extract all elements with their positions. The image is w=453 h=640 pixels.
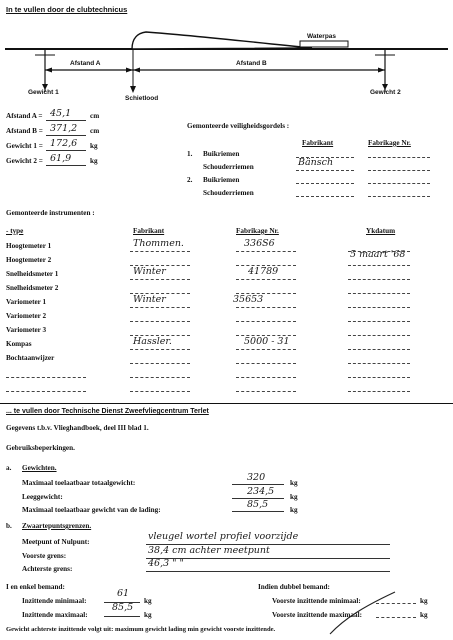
cg-label: Achterste grens: — [22, 565, 73, 573]
measure-label: Afstand B = — [6, 127, 43, 135]
afstand-a-label: Afstand A — [70, 60, 101, 67]
weight-unit: kg — [290, 479, 298, 487]
beperkingen-text: Gebruiksbeperkingen. — [6, 444, 75, 452]
afstand-b-label: Afstand B — [236, 60, 267, 67]
safety-row-num: 2. — [187, 176, 193, 184]
double-occupant-unit: kg — [420, 597, 428, 605]
gegevens-text: Gegevens t.b.v. Vlieghandboek, deel III blad 1. — [6, 424, 149, 432]
safety-row-label: Buikriemen — [203, 150, 240, 158]
instruments-col-fabrikant: Fabrikant — [133, 227, 165, 235]
occupant-unit: kg — [144, 597, 152, 605]
occupant-value: 85,5 — [112, 602, 134, 613]
single-title: I en enkel bemand: — [6, 583, 65, 591]
instrument-nr: 336S6 — [244, 238, 275, 249]
gewicht-2-label: Gewicht 2 — [370, 89, 401, 96]
occupant-unit: kg — [144, 611, 152, 619]
instrument-nr: 35653 — [233, 294, 264, 305]
safety-row-label: Buikriemen — [203, 176, 240, 184]
cg-label: Meetpunt of Nulpunt: — [22, 538, 90, 546]
instrument-label: Bochtaanwijzer — [6, 354, 55, 362]
instrument-fabrikant: Winter — [133, 294, 166, 305]
cg-label: Voorste grens: — [22, 552, 67, 560]
occupant-label: Inzittende minimaal: — [22, 597, 87, 605]
cg-value: 38,4 cm achter meetpunt — [148, 545, 270, 556]
measure-value: 172,6 — [50, 138, 78, 149]
instrument-fabrikant: Hassler. — [133, 336, 172, 347]
section-divider — [0, 403, 453, 404]
measure-value: 45,1 — [50, 108, 72, 119]
instrument-fabrikant: Winter — [133, 266, 166, 277]
occupant-label: Inzittende maximaal: — [22, 611, 88, 619]
weight-value: 320 — [247, 472, 266, 483]
instrument-label: Hoogtemeter 2 — [6, 256, 52, 264]
gewicht-1-label: Gewicht 1 — [28, 89, 59, 96]
waterpas-label: Waterpas — [307, 33, 337, 40]
measure-value: 371,2 — [50, 123, 78, 134]
instruments-col-type: - type — [6, 227, 24, 235]
safety-col-fabrikage: Fabrikage Nr. — [368, 139, 411, 147]
instrument-nr: 5000 - 31 — [244, 336, 290, 347]
safety-row-label: Schouderriemen — [203, 189, 254, 197]
instrument-label: Variometer 1 — [6, 298, 47, 306]
instrument-label: Hoogtemeter 1 — [6, 242, 52, 250]
instrument-label: Kompas — [6, 340, 32, 348]
instrument-ijk: 5 maart '68 — [350, 249, 406, 260]
weight-label: Maximaal toelaatbaar gewicht van de lading: — [22, 506, 161, 514]
safety-row-num: 1. — [187, 150, 193, 158]
footer-text: Gewicht achterste inzittende volgt uit: maximum gewicht lading min gewicht voorste inzittende. — [6, 626, 276, 633]
a-marker: a. — [6, 464, 12, 472]
instrument-label: Variometer 2 — [6, 312, 47, 320]
weight-value: 234,5 — [247, 486, 275, 497]
cg-value: vleugel wortel profiel voorzijde — [148, 531, 299, 542]
measure-unit: cm — [90, 127, 100, 135]
safety-col-fabrikant: Fabrikant — [302, 139, 334, 147]
schietlood-label: Schietlood — [125, 95, 159, 102]
measure-unit: kg — [90, 142, 98, 150]
instruments-title: Gemonteerde instrumenten : — [6, 209, 95, 217]
double-occupant-label: Voorste inzittende minimaal: — [272, 597, 361, 605]
measure-value: 61,9 — [50, 153, 72, 164]
section-title-clubtechnicus: In te vullen door de clubtechnicus — [6, 5, 128, 14]
occupant-value: 61 — [117, 588, 130, 599]
measure-label: Afstand A = — [6, 112, 43, 120]
safety-row-label: Schouderriemen — [203, 163, 254, 171]
glider-diagram — [0, 0, 453, 120]
safety-row-fabrikant: Bänsch — [298, 157, 334, 168]
section-title-technische-dienst: ... te vullen door Technische Dienst Zweefvliegcentrum Terlet — [6, 408, 209, 415]
weight-unit: kg — [290, 506, 298, 514]
a-title: Gewichten. — [22, 464, 57, 472]
b-title: Zwaartepuntsgrenzen. — [22, 522, 92, 530]
double-occupant-label: Voorste inzittende maximaal: — [272, 611, 362, 619]
double-occupant-unit: kg — [420, 611, 428, 619]
safety-title: Gemonteerde veiligheidsgordels : — [187, 122, 290, 130]
measure-label: Gewicht 2 = — [6, 157, 43, 165]
instrument-label: Snelheidsmeter 2 — [6, 284, 59, 292]
weight-unit: kg — [290, 493, 298, 501]
b-marker: b. — [6, 522, 12, 530]
cg-value: 46,3 " " — [148, 558, 184, 569]
measure-label: Gewicht 1 = — [6, 142, 43, 150]
weight-label: Maximaal toelaatbaar totaalgewicht: — [22, 479, 136, 487]
instrument-nr: 41789 — [248, 266, 279, 277]
instrument-label: Snelheidsmeter 1 — [6, 270, 59, 278]
instrument-fabrikant: Thommen. — [133, 238, 184, 249]
weight-label: Leeggewicht: — [22, 493, 63, 501]
measure-unit: kg — [90, 157, 98, 165]
weight-value: 85,5 — [247, 499, 269, 510]
double-title: Indien dubbel bemand: — [258, 583, 330, 591]
measure-unit: cm — [90, 112, 100, 120]
instrument-label: Variometer 3 — [6, 326, 47, 334]
instruments-col-fabrikage: Fabrikage Nr. — [236, 227, 279, 235]
instruments-col-ijkdatum: Ykdatum — [366, 227, 396, 235]
